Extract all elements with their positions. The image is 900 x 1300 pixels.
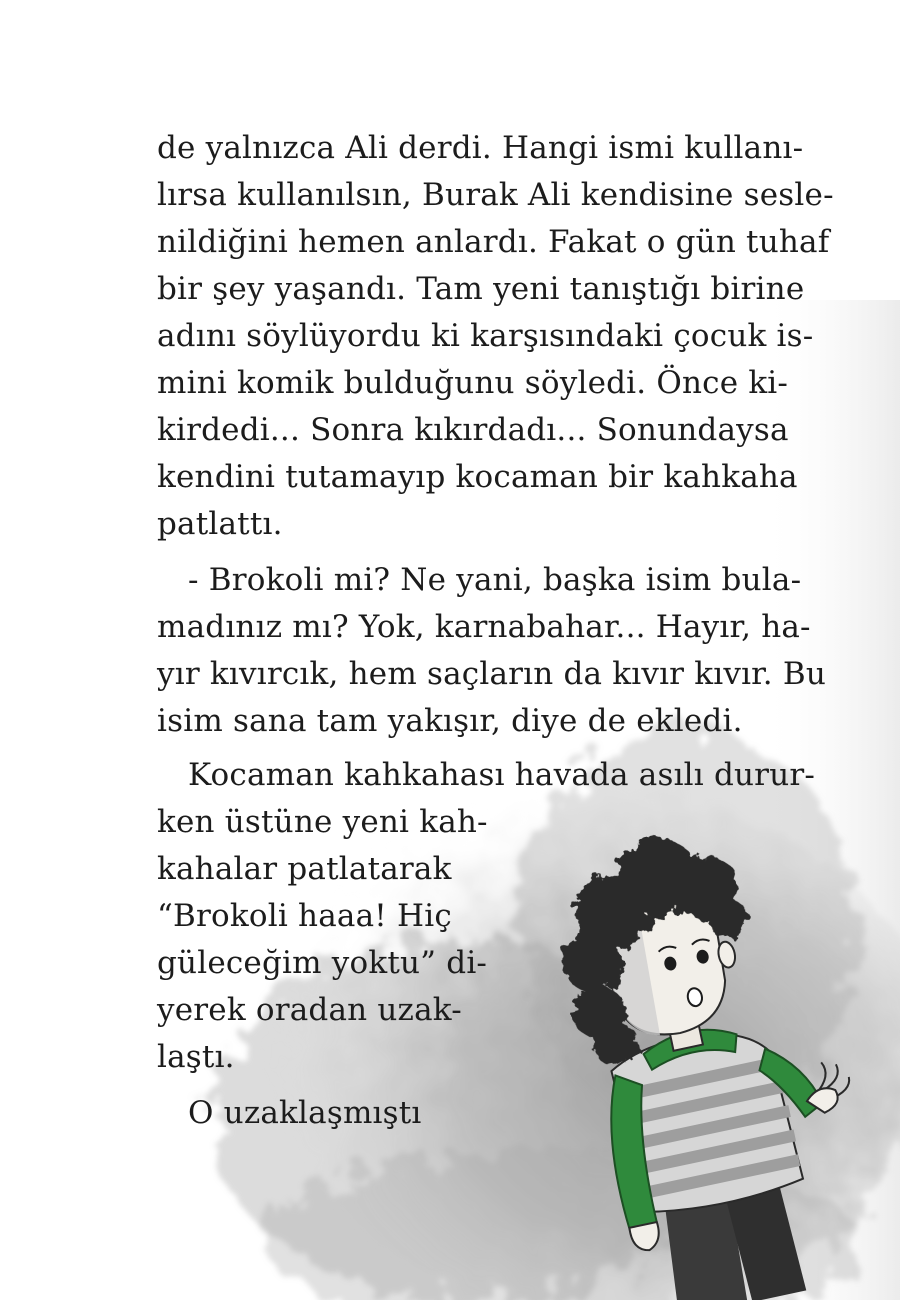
text-line: güleceğim yoktu” di- bbox=[157, 945, 488, 981]
text-line: yerek oradan uzak- bbox=[157, 992, 462, 1028]
text-line: laştı. bbox=[157, 1039, 235, 1075]
text-line: yır kıvırcık, hem saçların da kıvır kıvır. Bu bbox=[157, 656, 827, 692]
text-line: kendini tutamayıp kocaman bir kahkaha bbox=[157, 459, 798, 495]
text-line: adını söylüyordu ki karşısındaki çocuk is- bbox=[157, 318, 814, 354]
text-line: de yalnızca Ali derdi. Hangi ismi kullanı- bbox=[157, 130, 804, 166]
text-line: nildiğini hemen anlardı. Fakat o gün tuhaf bbox=[157, 224, 830, 260]
text-line: O uzaklaşmıştı bbox=[188, 1095, 422, 1131]
text-line: ken üstüne yeni kah- bbox=[157, 804, 488, 840]
text-line: “Brokoli haaa! Hiç bbox=[157, 898, 452, 934]
text-line: patlattı. bbox=[157, 506, 283, 542]
text-line: kahalar patlatarak bbox=[157, 851, 452, 887]
text-line: mini komik bulduğunu söyledi. Önce ki- bbox=[157, 365, 789, 401]
text-line: isim sana tam yakışır, diye de ekledi. bbox=[157, 703, 743, 739]
text-line: Kocaman kahkahası havada asılı durur- bbox=[188, 757, 816, 793]
text-line: - Brokoli mi? Ne yani, başka isim bula- bbox=[188, 562, 802, 598]
text-line: lırsa kullanılsın, Burak Ali kendisine sesle- bbox=[157, 177, 834, 213]
text-line: madınız mı? Yok, karnabahar... Hayır, ha- bbox=[157, 609, 811, 645]
text-line: bir şey yaşandı. Tam yeni tanıştığı birine bbox=[157, 271, 805, 307]
text-line: kirdedi... Sonra kıkırdadı... Sonundaysa bbox=[157, 412, 789, 448]
